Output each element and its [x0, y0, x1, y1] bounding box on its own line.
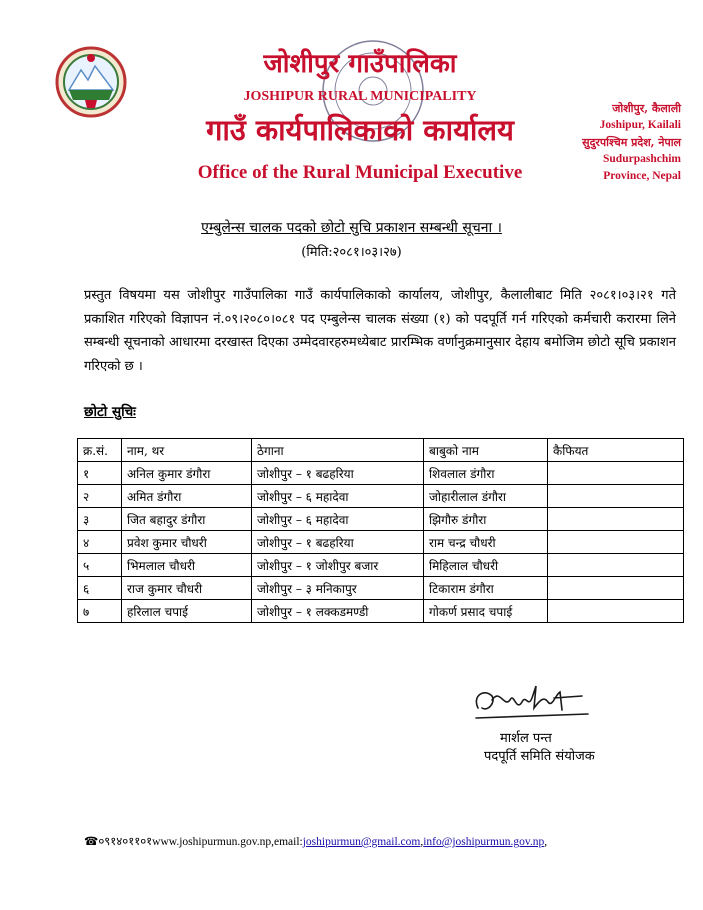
father-name-cell: शिवलाल डंगौरा: [424, 462, 548, 485]
remarks-cell: [548, 462, 684, 485]
remarks-cell: [548, 485, 684, 508]
father-name-cell: मिहिलाल चौधरी: [424, 554, 548, 577]
name-cell: भिमलाल चौधरी: [122, 554, 252, 577]
remarks-cell: [548, 600, 684, 623]
telephone-icon: ☎: [84, 836, 99, 848]
signatory-name: मार्शल पन्त: [500, 731, 552, 746]
father-name-cell: झिगौरु डंगौरा: [424, 508, 548, 531]
address-cell: जोशीपुर – ३ मनिकापुर: [252, 577, 424, 600]
website-text: www.joshipurmun.gov.np,email:: [152, 836, 303, 848]
column-header: नाम, थर: [122, 439, 252, 462]
remarks-cell: [548, 508, 684, 531]
name-cell: राज कुमार चौधरी: [122, 577, 252, 600]
office-name-english: Office of the Rural Municipal Executive: [197, 162, 523, 183]
signature-image: [470, 678, 600, 726]
phone-number: ०९१४०११०१: [98, 836, 153, 848]
address-cell: जोशीपुर – १ बढहरिया: [252, 462, 424, 485]
serial-cell: २: [78, 485, 122, 508]
column-header: बाबुको नाम: [424, 439, 548, 462]
remarks-cell: [548, 531, 684, 554]
remarks-cell: [548, 577, 684, 600]
column-header: क्र.सं.: [78, 439, 122, 462]
name-cell: हरिलाल चपाई: [122, 600, 252, 623]
notice-title: एम्बुलेन्स चालक पदको छोटो सुचि प्रकाशन सम्बन्धी सूचना ।: [201, 220, 502, 236]
name-cell: अमित डंगौरा: [122, 485, 252, 508]
name-cell: जित बहादुर डंगौरा: [122, 508, 252, 531]
address-cell: जोशीपुर – ६ महादेवा: [252, 485, 424, 508]
column-header: कैफियत: [548, 439, 684, 462]
shortlist-table: [77, 438, 684, 623]
father-name-cell: टिकाराम डंगौरा: [424, 577, 548, 600]
notice-date: (मिति:२०८१।०३।२७): [301, 245, 402, 260]
separator: ,: [420, 836, 424, 848]
table-row: [78, 577, 684, 600]
table-row: [78, 508, 684, 531]
nepal-emblem-icon: [55, 46, 127, 118]
table-row: [78, 485, 684, 508]
notice-body: प्रस्तुत विषयमा यस जोशीपुर गाउँपालिका गाउँ कार्यपालिकाको कार्यालय, जोशीपुर, कैलालीबाट मिति २०८१।०३।२१ गते प्रकाशित गरिएको विज्ञापन नं.०९।२०८०।०८१ पद एम्बुलेन्स चालक संख्या (१) को पदपूर्ति गर्न गरिएको कर्मचारी करारमा लिने सम्बन्धी सूचनाको आधारमा दरखास्त दिएका उम्मेदवारहरुमध्येबाट प्रारम्भिक वर्णानुक्रमानुसार देहाय बमोजिम छोटो सूचि प्रकाशन गरिएको छ ।: [84, 288, 676, 374]
remarks-cell: [548, 554, 684, 577]
column-header: ठेगाना: [252, 439, 424, 462]
serial-cell: १: [78, 462, 122, 485]
address-line: Joshipur, Kailali: [599, 119, 681, 131]
table-row: [78, 554, 684, 577]
name-cell: प्रवेश कुमार चौधरी: [122, 531, 252, 554]
father-name-cell: राम चन्द्र चौधरी: [424, 531, 548, 554]
shortlist-heading: छोटो सुचिः: [84, 404, 136, 420]
footer-contact: [84, 834, 547, 849]
email-link-info[interactable]: info@joshipurmun.gov.np: [423, 836, 545, 848]
municipality-name-nepali: जोशीपुर गाउँपालिका: [263, 49, 457, 79]
address-line: सुदुरपश्चिम प्रदेश, नेपाल: [582, 136, 681, 149]
serial-cell: ७: [78, 600, 122, 623]
address-cell: जोशीपुर – १ बढहरिया: [252, 531, 424, 554]
address-line: Province, Nepal: [603, 170, 681, 182]
serial-cell: ३: [78, 508, 122, 531]
address-line: जोशीपुर, कैलाली: [612, 102, 681, 115]
address-cell: जोशीपुर – १ जोशीपुर बजार: [252, 554, 424, 577]
address-cell: जोशीपुर – ६ महादेवा: [252, 508, 424, 531]
email-link-gmail[interactable]: joshipurmun@gmail.com: [302, 836, 421, 848]
father-name-cell: गोकर्ण प्रसाद चपाई: [424, 600, 548, 623]
address-cell: जोशीपुर – १ लक्कडमण्डी: [252, 600, 424, 623]
serial-cell: ६: [78, 577, 122, 600]
table-header-row: [78, 439, 684, 462]
table-row: [78, 462, 684, 485]
table-row: [78, 600, 684, 623]
office-name-nepali: गाउँ कार्यपालिकाको कार्यालय: [206, 113, 514, 147]
municipality-name-english: JOSHIPUR RURAL MUNICIPALITY: [243, 89, 477, 104]
serial-cell: ४: [78, 531, 122, 554]
name-cell: अनिल कुमार डंगौरा: [122, 462, 252, 485]
serial-cell: ५: [78, 554, 122, 577]
separator: ,: [544, 836, 548, 848]
address-line: Sudurpashchim: [603, 153, 681, 165]
signatory-title: पदपूर्ति समिति संयोजक: [484, 749, 595, 764]
office-address: [511, 100, 681, 185]
table-row: [78, 531, 684, 554]
father-name-cell: जोहारीलाल डंगौरा: [424, 485, 548, 508]
